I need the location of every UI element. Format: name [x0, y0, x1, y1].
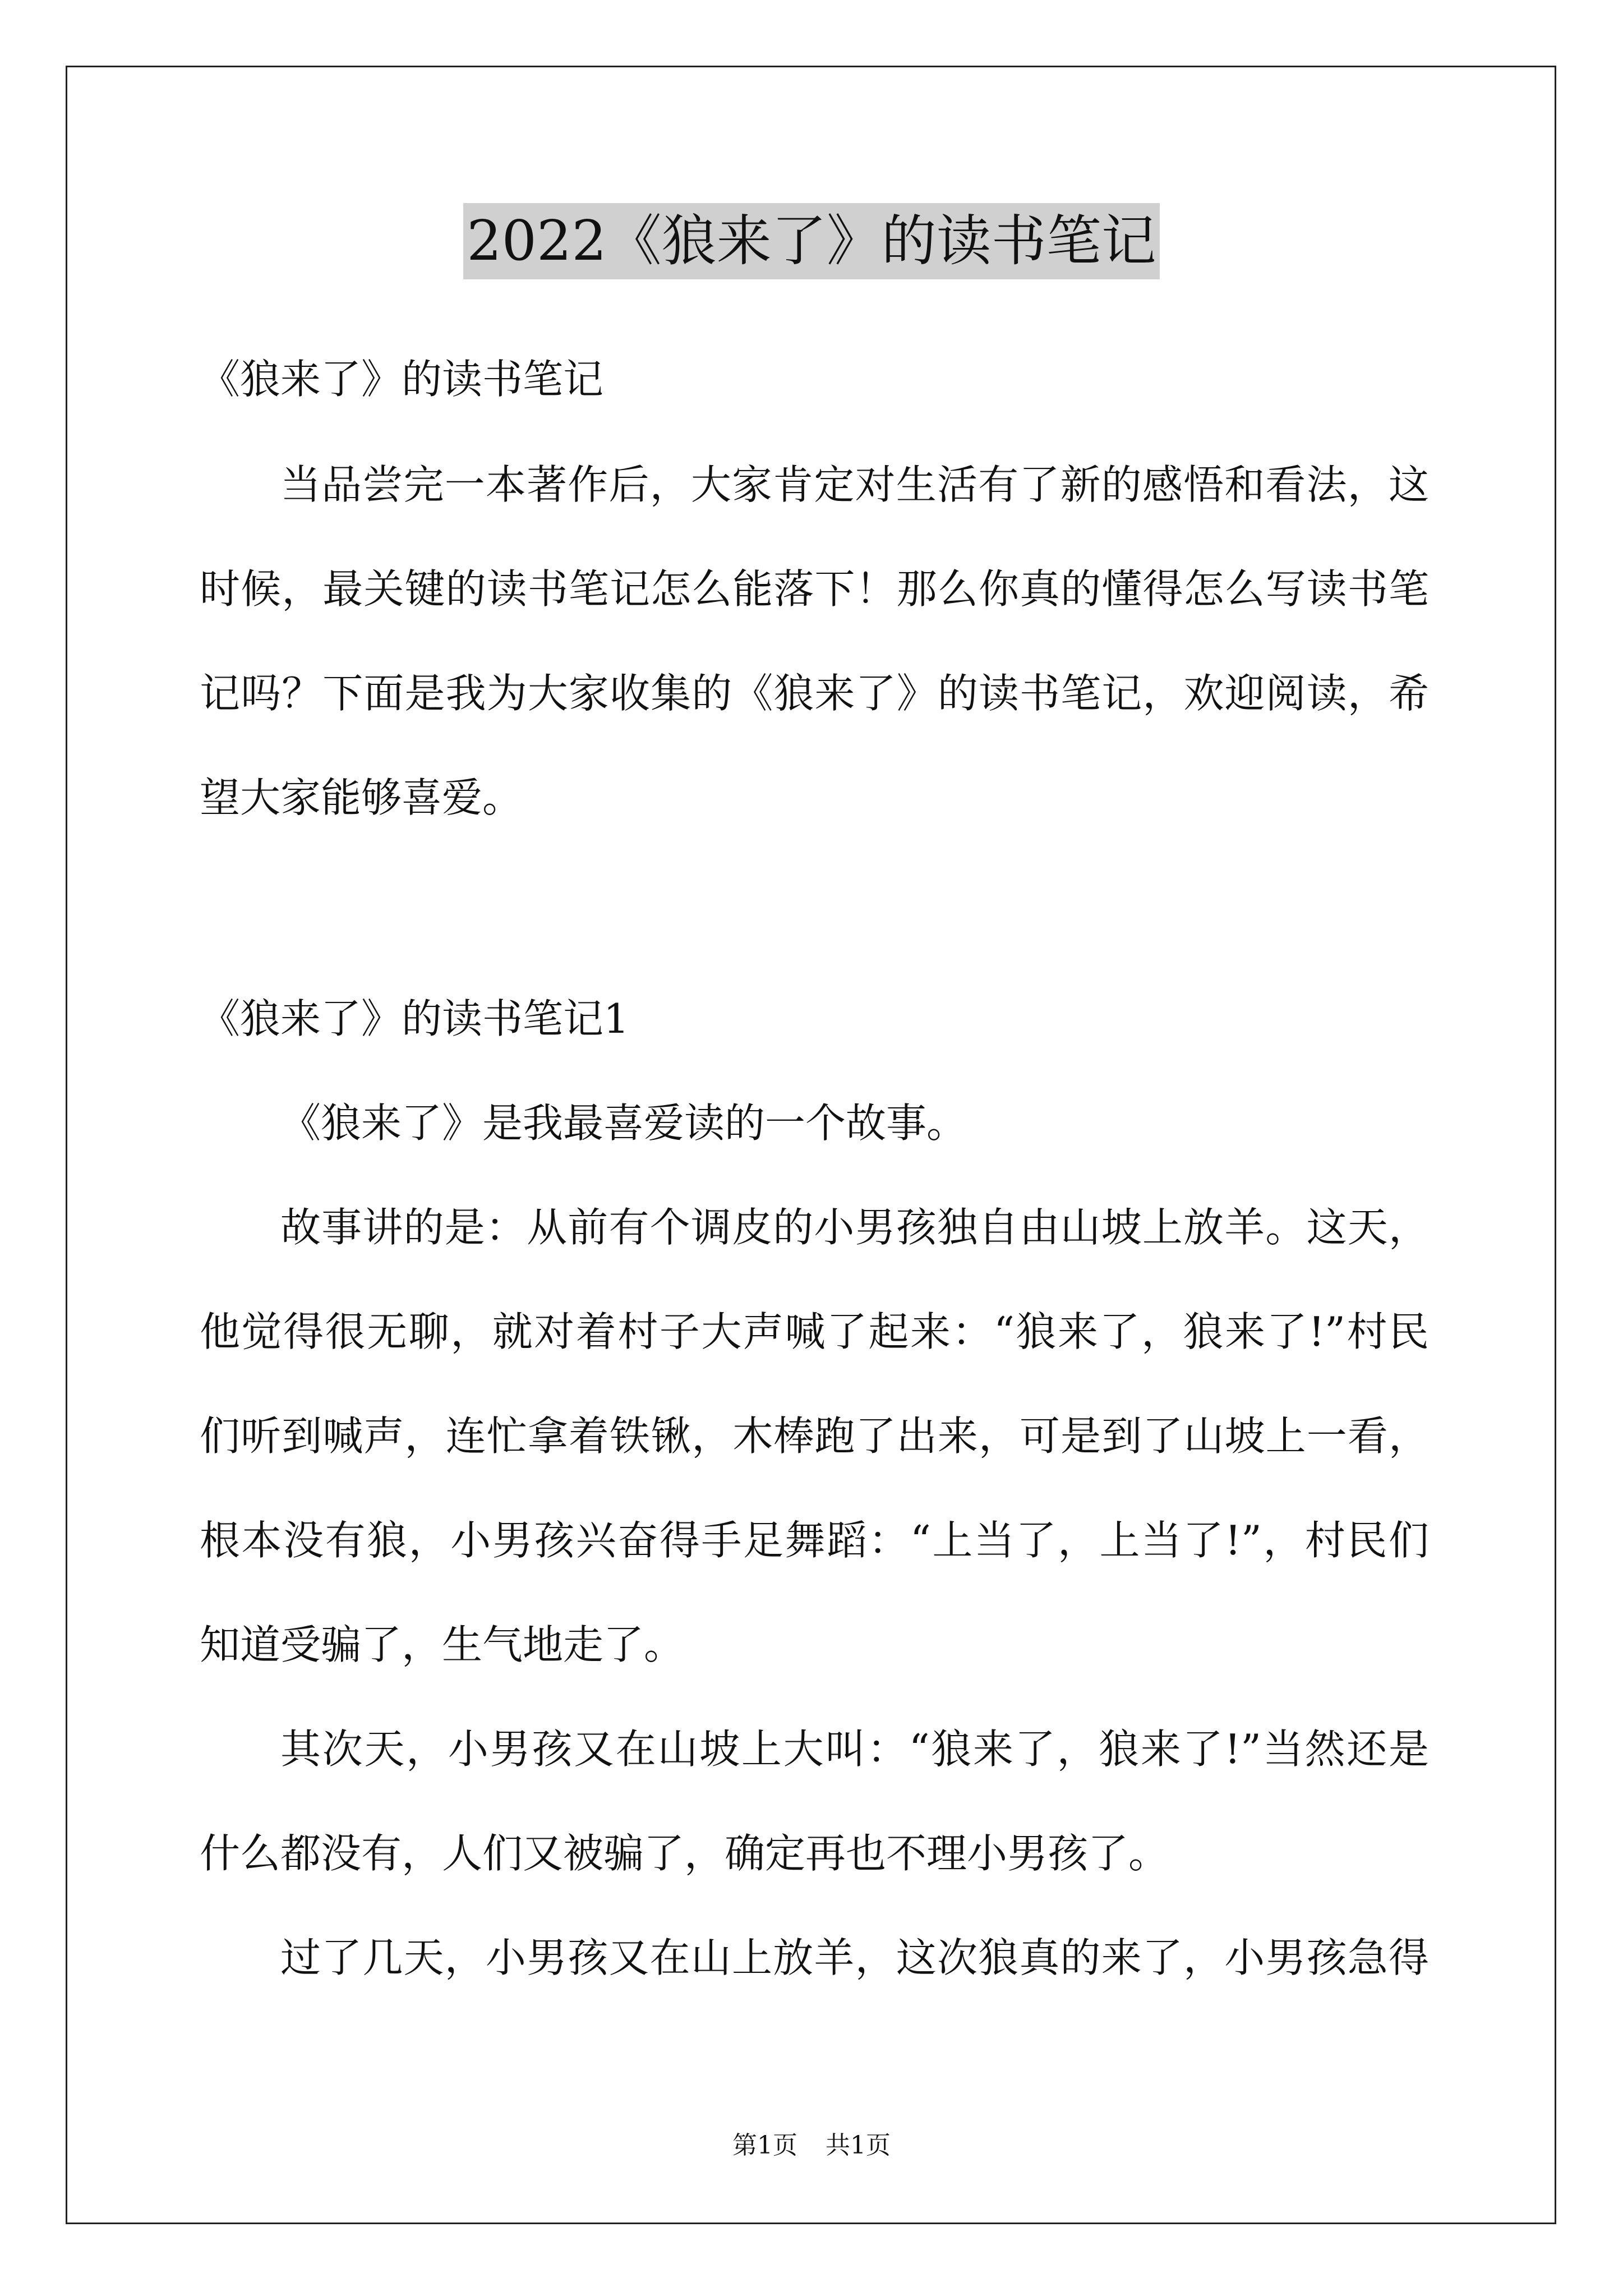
page-number: 第1页 — [732, 2131, 797, 2160]
paragraph-1: 《狼来了》是我最喜爱读的一个故事。 — [280, 1099, 967, 1147]
page-total: 共1页 — [826, 2131, 891, 2160]
paragraph-2-line-1: 故事讲的是：从前有个调皮的小男孩独自由山坡上放羊。这天， — [280, 1204, 1429, 1251]
intro-line-1: 当品尝完一本著作后，大家肯定对生活有了新的感悟和看法，这 — [280, 461, 1429, 508]
paragraph-2-line-5: 知道受骗了，生气地走了。 — [200, 1621, 685, 1668]
paragraph-4-line-1: 过了几天，小男孩又在山上放羊，这次狼真的来了，小男孩急得 — [280, 1934, 1429, 1981]
document-title: 2022《狼来了》的读书笔记 — [463, 203, 1159, 279]
page-footer — [0, 2129, 1623, 2162]
intro-line-4: 望大家能够喜爱。 — [200, 774, 523, 821]
document-subtitle: 《狼来了》的读书笔记 — [200, 356, 604, 403]
paragraph-3-line-1: 其次天，小男孩又在山坡上大叫：“狼来了，狼来了!”当然还是 — [280, 1726, 1429, 1773]
section-heading: 《狼来了》的读书笔记1 — [200, 995, 629, 1042]
paragraph-3-line-2: 什么都没有，人们又被骗了，确定再也不理小男孩了。 — [200, 1830, 1169, 1877]
paragraph-2-line-3: 们听到喊声，连忙拿着铁锹，木棒跑了出来，可是到了山坡上一看， — [200, 1412, 1429, 1460]
paragraph-2-line-2: 他觉得很无聊，就对着村子大声喊了起来：“狼来了，狼来了!”村民 — [200, 1308, 1429, 1355]
intro-line-2: 时候，最关键的读书笔记怎么能落下！那么你真的懂得怎么写读书笔 — [200, 565, 1429, 613]
title-container — [0, 203, 1623, 279]
paragraph-2-line-4: 根本没有狼，小男孩兴奋得手足舞蹈：“上当了，上当了!”，村民们 — [200, 1517, 1429, 1564]
intro-line-3: 记吗？下面是我为大家收集的《狼来了》的读书笔记，欢迎阅读，希 — [200, 670, 1429, 717]
